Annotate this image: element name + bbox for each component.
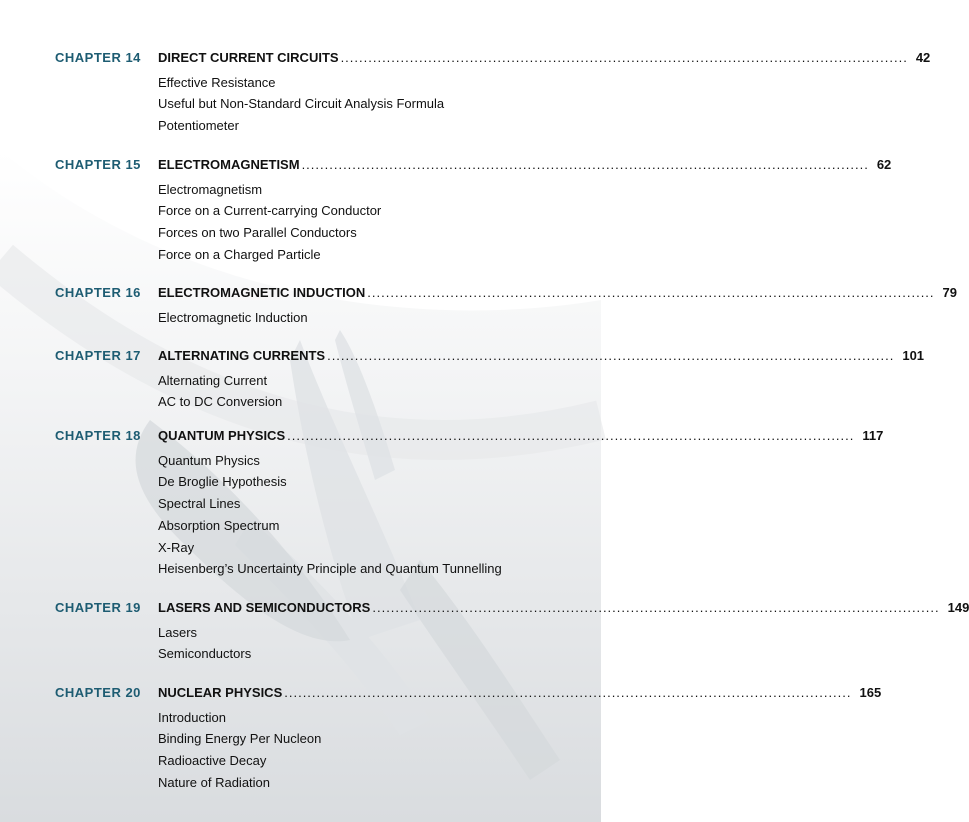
topic-list [158,450,502,581]
dot-leader: ........................................................................................................................... [367,285,935,300]
topic-item: Forces on two Parallel Conductors [158,225,357,241]
page-number: 62 [876,157,892,172]
topic-item: Force on a Current-carrying Conductor [158,203,382,219]
topic-item: Alternating Current [158,372,268,388]
chapter-title-line[interactable] [158,348,925,363]
topic-item: Introduction [158,709,226,725]
dot-leader: ........................................................................................................................... [327,348,895,363]
topic-item: Electromagnetism [158,181,263,197]
topic-item: Quantum Physics [158,452,260,468]
chapter-title: NUCLEAR PHYSICS [158,685,283,700]
page-number: 42 [915,50,931,65]
chapter-title: LASERS AND SEMICONDUCTORS [158,600,371,615]
dot-leader: ........................................................................................................................... [284,685,852,700]
topic-list [158,370,282,414]
topic-item: Force on a Charged Particle [158,246,321,262]
page-number: 165 [859,685,882,700]
chapter-title-line[interactable] [158,157,892,172]
chapter-label: CHAPTER 19 [55,600,141,615]
topic-item: Lasers [158,624,198,640]
topic-item: Nature of Radiation [158,774,271,790]
topic-list [158,307,308,329]
topic-item: De Broglie Hypothesis [158,474,287,490]
topic-item: Binding Energy Per Nucleon [158,731,322,747]
topic-item: Radioactive Decay [158,753,267,769]
dot-leader: ........................................................................................................................... [301,157,869,172]
topic-item: Potentiometer [158,118,239,134]
page-number: 149 [947,600,969,615]
chapter-label: CHAPTER 15 [55,157,141,172]
page-number: 117 [862,428,884,443]
chapter-title: ELECTROMAGNETIC INDUCTION [158,285,366,300]
topic-list [158,707,321,794]
topic-list [158,622,251,666]
topic-item: Electromagnetic Induction [158,309,308,325]
topic-item: Semiconductors [158,646,252,662]
topic-item: Spectral Lines [158,496,241,512]
dot-leader: ........................................................................................................................... [372,600,940,615]
topic-item: X-Ray [158,539,195,555]
chapter-title: ELECTROMAGNETISM [158,157,300,172]
topic-item: Effective Resistance [158,74,276,90]
chapter-title-line[interactable] [158,685,882,700]
topic-list [158,72,444,137]
chapter-label: CHAPTER 14 [55,50,141,65]
chapter-title: QUANTUM PHYSICS [158,428,286,443]
topic-item: Absorption Spectrum [158,517,280,533]
dot-leader: ........................................................................................................................... [340,50,908,65]
chapter-label: CHAPTER 17 [55,348,141,363]
topic-item: Heisenberg’s Uncertainty Principle and Quantum Tunnelling [158,561,502,577]
page-number: 101 [902,348,925,363]
topic-item: Useful but Non-Standard Circuit Analysis Formula [158,96,445,112]
chapter-title-line[interactable] [158,50,931,65]
topic-item: AC to DC Conversion [158,394,283,410]
dot-leader: ........................................................................................................................... [287,428,855,443]
chapter-title-line[interactable] [158,285,958,300]
chapter-label: CHAPTER 16 [55,285,141,300]
chapter-label: CHAPTER 20 [55,685,141,700]
chapter-title-line[interactable] [158,428,884,443]
page-number: 79 [942,285,958,300]
topic-list [158,179,381,266]
chapter-title: DIRECT CURRENT CIRCUITS [158,50,339,65]
chapter-label: CHAPTER 18 [55,428,141,443]
chapter-title: ALTERNATING CURRENTS [158,348,326,363]
chapter-title-line[interactable] [158,600,969,615]
